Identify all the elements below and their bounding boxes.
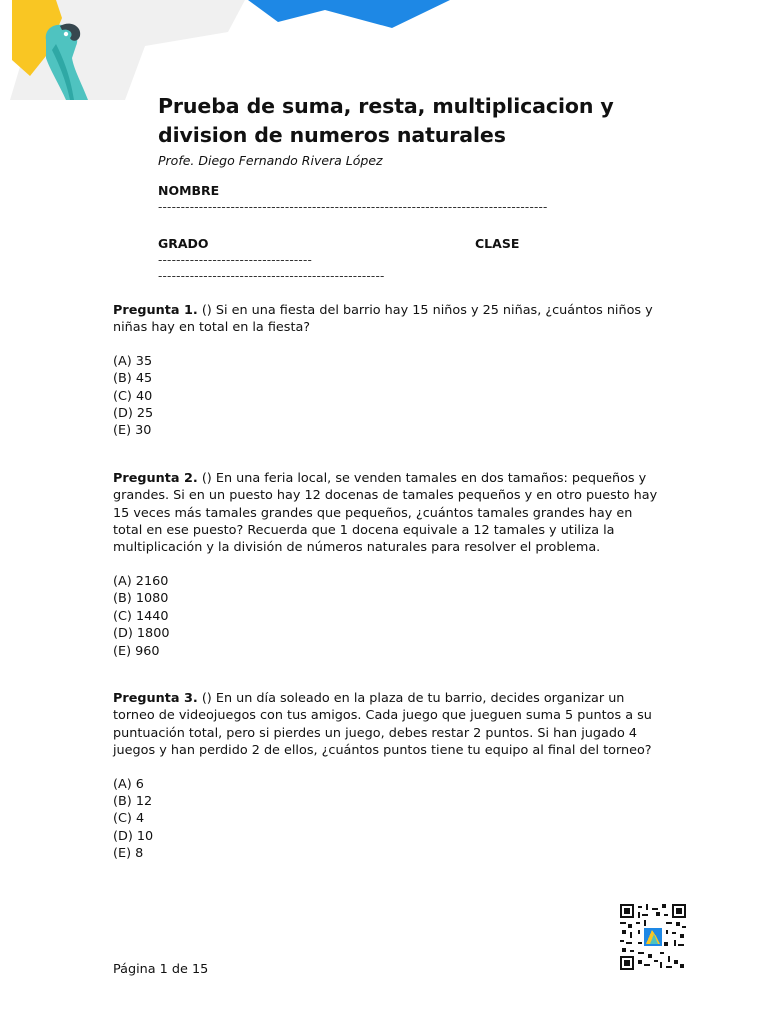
question-3-option-d: (D) 10	[113, 828, 154, 844]
question-1-option-e: (E) 30	[113, 423, 152, 439]
question-3-body: () En un día soleado en la plaza de tu barrio, decides organizar un torneo de videojuegos con tus amigos. Cada juego que jueguen suma 5 puntos a su puntuación total, pero si pierdes un juego, debes restar 2 puntos. Si han jugado 4 juegos y han perdido 2 de ellos, ¿cuántos puntos tiene tu equipo al final del torneo?	[113, 690, 652, 759]
question-3-option-a: (A) 6	[113, 776, 144, 792]
clase-label: CLASE	[475, 236, 520, 251]
question-1-body: () Si en una fiesta del barrio hay 15 niños y 25 niñas, ¿cuántos niños y niñas hay en total en la fiesta?	[113, 303, 653, 336]
question-1-option-c: (C) 40	[113, 388, 153, 404]
question-3-option-e: (E) 8	[113, 846, 144, 862]
question-2-option-a: (A) 2160	[113, 573, 169, 589]
question-2-text	[113, 470, 663, 557]
question-2-body: () En una feria local, se venden tamales en dos tamaños: pequeños y grandes. Si en un puesto hay 12 docenas de tamales pequeños y en otro puesto hay 15 veces más tamales grandes que pequeños, ¿cuántos tamales grandes hay en total en ese puesto? Recuerda que 1 docena equivale a 12 tamales y utiliza la multiplicación y la división de números naturales para resolver el problema.	[113, 470, 658, 556]
qr-code-icon[interactable]	[620, 904, 686, 970]
question-1-option-a: (A) 35	[113, 353, 153, 369]
grado-line: ----------------------------------	[158, 253, 313, 267]
grado-label: GRADO	[158, 236, 209, 251]
question-list	[113, 302, 663, 893]
question-2-option-b: (B) 1080	[113, 591, 169, 607]
question-1-text	[113, 302, 663, 337]
document-title: Prueba de suma, resta, multiplicacion y division de numeros naturales	[158, 94, 614, 147]
question-2-label: Pregunta 2.	[113, 470, 198, 486]
clase-line: --------------------------------------------------	[158, 269, 385, 283]
blue-shape	[248, 0, 450, 28]
question-2-option-c: (C) 1440	[113, 608, 169, 624]
page-number: Página 1 de 15	[113, 962, 209, 977]
nombre-line: --------------------------------------------------------------------------------------	[158, 200, 548, 214]
question-1-option-b: (B) 45	[113, 371, 153, 387]
question-3	[113, 690, 663, 863]
question-1-label: Pregunta 1.	[113, 303, 198, 318]
question-3-label: Pregunta 3.	[113, 690, 198, 706]
question-1-option-d: (D) 25	[113, 406, 154, 422]
question-2-option-e: (E) 960	[113, 643, 160, 659]
header-decoration	[0, 0, 768, 100]
clase-field	[475, 235, 655, 252]
question-3-option-b: (B) 12	[113, 793, 153, 809]
document-author: Profe. Diego Fernando Rivera López	[158, 153, 383, 168]
nombre-label: NOMBRE	[158, 183, 220, 198]
document-header	[158, 92, 678, 169]
question-3-option-c: (C) 4	[113, 811, 145, 827]
question-1	[113, 302, 663, 440]
grado-field	[158, 235, 468, 269]
question-2	[113, 470, 663, 660]
question-3-text	[113, 690, 663, 760]
nombre-field	[158, 182, 658, 216]
question-2-option-d: (D) 1800	[113, 626, 170, 642]
